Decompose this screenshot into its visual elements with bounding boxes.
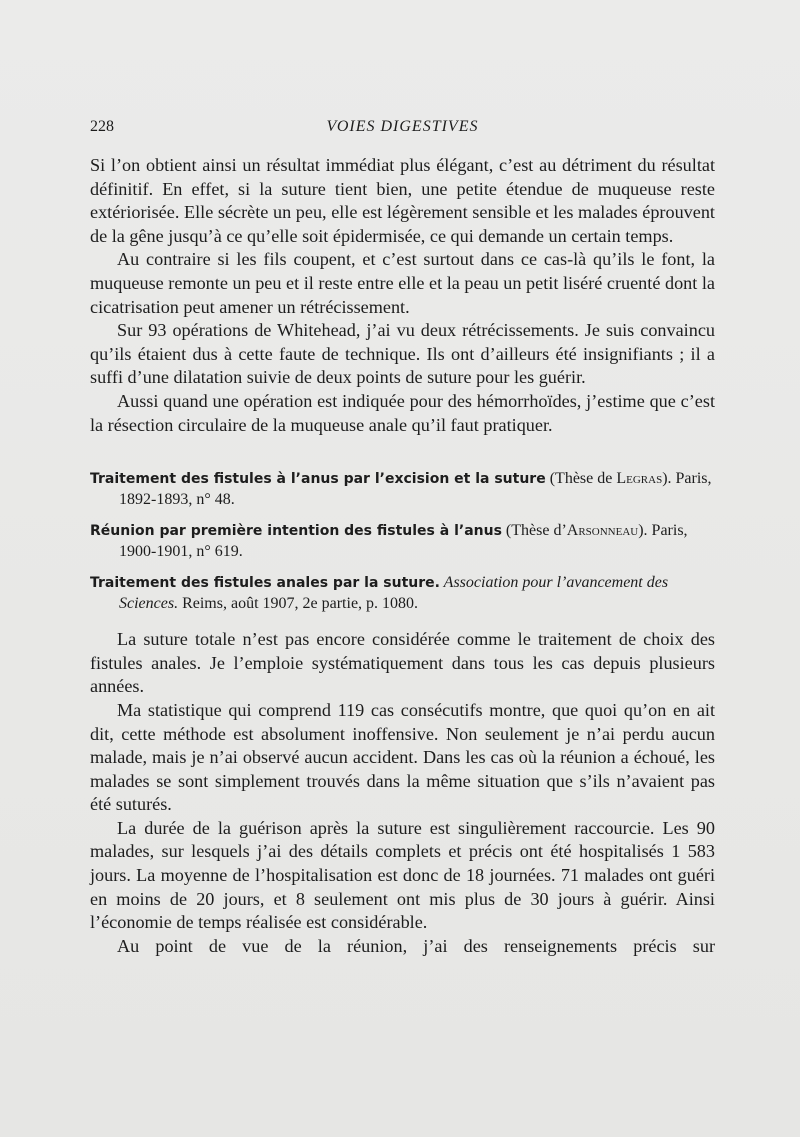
paragraph: Au point de vue de la réunion, j’ai des renseignements précis sur <box>117 935 715 956</box>
paragraph: Si l’on obtient ainsi un résultat immédiat plus élégant, c’est au détriment du résultat définitif. En effet, si la suture tient bien, une petite étendue de muqueuse reste extériorisée. Elle sécrète un peu, elle est légèrement sensible et les malades éprouvent de la gêne jusqu’à ce qu’elle soit épidermisée, ce qui demande un certain temps. <box>90 155 715 246</box>
paragraph: La suture totale n’est pas encore considérée comme le traitement de choix des fistules anales. Je l’emploie systématiquement dans tous les cas depuis plusieurs années. <box>90 629 715 697</box>
page-number: 228 <box>90 118 114 135</box>
reference-item <box>90 521 715 562</box>
reference-title: Traitement des fistules anales par la suture. <box>90 575 440 592</box>
reference-item <box>90 573 715 614</box>
reference-details: Reims, août 1907, 2e partie, p. 1080. <box>178 594 419 612</box>
reference-source: Association pour l’avancement des Sciences. <box>119 574 669 612</box>
continued-text <box>90 628 715 958</box>
reference-item <box>90 469 715 510</box>
paragraph: Ma statistique qui comprend 119 cas consécutifs montre, que quoi qu’on en ait dit, cette méthode est absolument inoffensive. Non seulement je n’ai perdu aucun malade, mais je n’ai observé aucun accident. Dans les cas où la réunion a échoué, les malades se sont simplement trouvés dans la même situation que s’ils n’avaient pas été suturés. <box>90 699 715 815</box>
paragraph: Aussi quand une opération est indiquée pour des hémorrhoïdes, j’estime que c’est la résection circulaire de la muqueuse anale qu’il faut pratiquer. <box>90 390 715 435</box>
paragraph: Sur 93 opérations de Whitehead, j’ai vu deux rétrécissements. Je suis convaincu qu’ils étaient dus à cette faute de technique. Ils ont d’ailleurs été insignifiants ; il a suffi d’une dilatation suivie de deux points de suture pour les guérir. <box>90 320 715 388</box>
running-title: VOIES DIGESTIVES <box>326 118 479 135</box>
reference-details: ). Paris, 1900-1901, n° 619. <box>119 522 688 560</box>
page-body <box>90 154 715 958</box>
reference-details: ). Paris, 1892-1893, n° 48. <box>119 470 712 508</box>
reference-pre: (Thèse de <box>545 470 617 488</box>
reference-author: Legras <box>616 470 663 488</box>
reference-pre: (Thèse d’ <box>501 522 567 540</box>
reference-author: Arsonneau <box>566 522 639 540</box>
page-header <box>90 118 715 142</box>
paragraph: La durée de la guérison après la suture est singulièrement raccourcie. Les 90 malades, sur lesquels j’ai des détails complets et précis ont été hospitalisés 1 583 jours. La moyenne de l’hospitalisation est donc de 18 journées. 71 malades ont guéri en moins de 20 jours, et 8 seulement ont mis plus de 30 jours à guérir. Ainsi l’économie de temps réalisée est considérable. <box>90 817 715 933</box>
paragraph: Au contraire si les fils coupent, et c’est surtout dans ce cas-là qu’ils le font, la muqueuse remonte un peu et il reste entre elle et la peau un petit liséré cruenté dont la cicatrisation peut amener un rétrécissement. <box>90 249 715 317</box>
bibliography <box>90 469 715 614</box>
reference-title: Réunion par première intention des fistules à l’anus <box>90 523 502 540</box>
reference-title: Traitement des fistules à l’anus par l’excision et la suture <box>90 471 546 488</box>
